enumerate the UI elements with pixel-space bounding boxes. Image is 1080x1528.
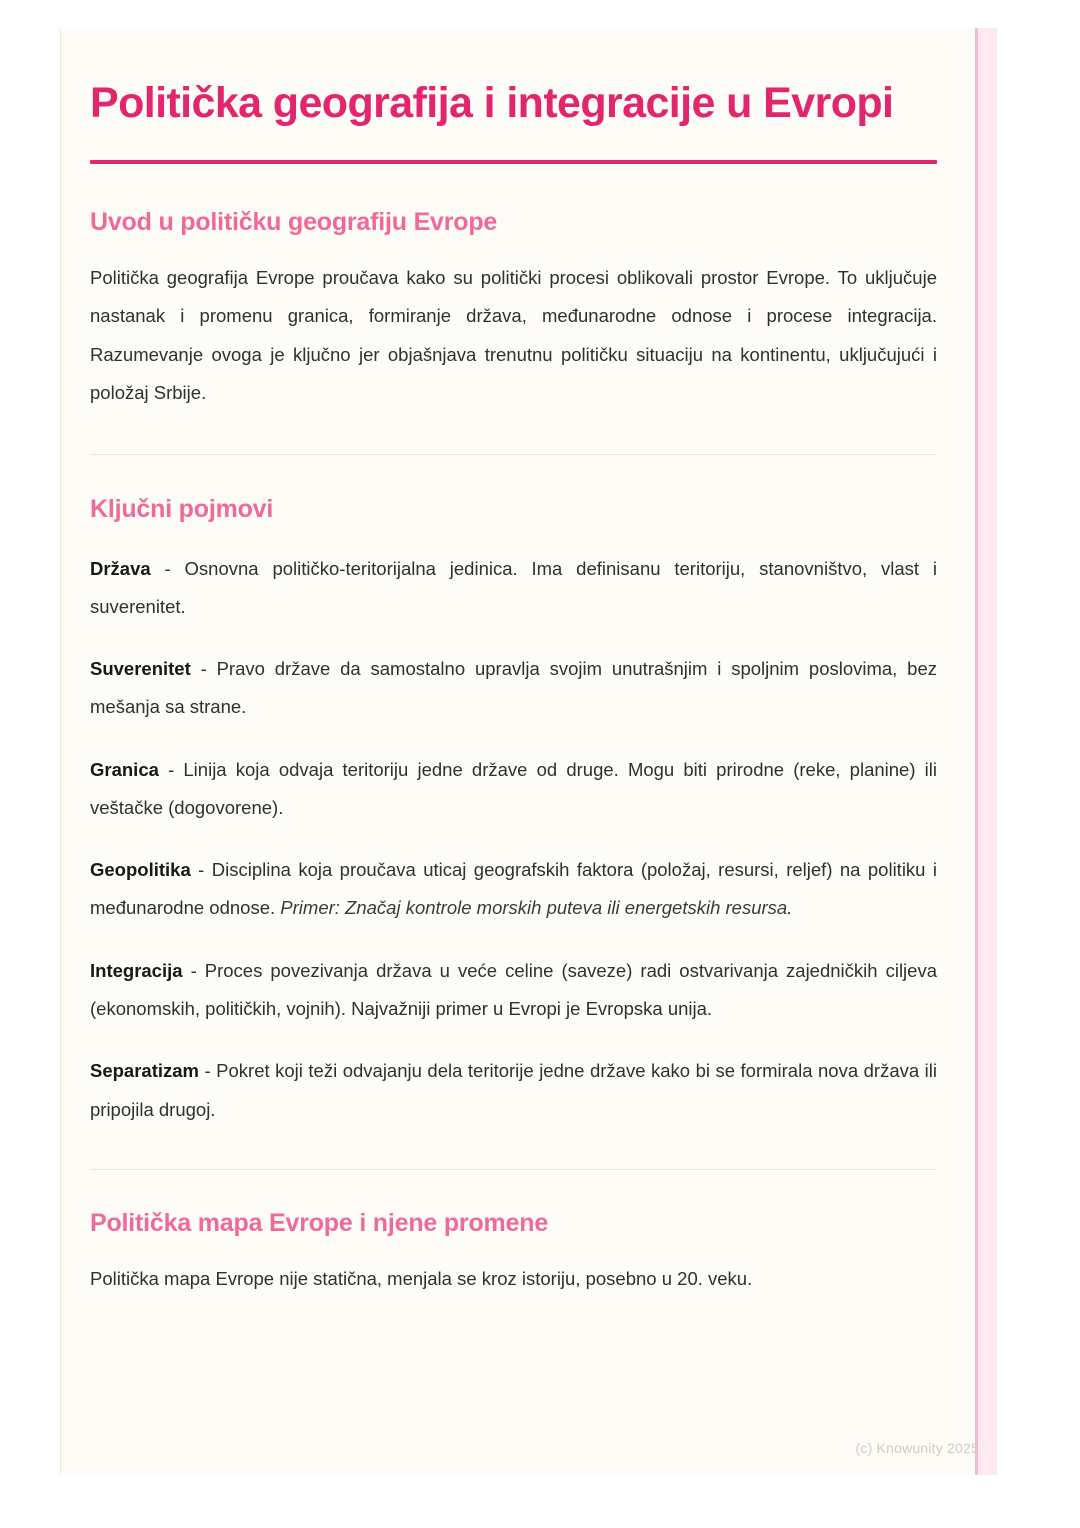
term-definition: Pravo države da samostalno upravlja svojim unutrašnjim i spoljnim poslovima, bez mešanja sa strane.: [90, 658, 937, 718]
term-dash: -: [150, 557, 185, 579]
term-entry: [90, 1028, 937, 1129]
term-name: Separatizam: [90, 1060, 199, 1082]
term-example: Primer: Značaj kontrole morskih puteva ili energetskih resursa.: [280, 897, 793, 919]
term-name: Geopolitika: [90, 859, 191, 881]
document-content: [90, 28, 937, 1298]
term-entry: [90, 526, 937, 627]
section-heading-intro: Uvod u političku geografiju Evrope: [90, 207, 498, 236]
section-divider-1: [90, 454, 937, 455]
term-definition: Proces povezivanja država u veće celine (saveze) radi ostvarivanja zajedničkih ciljeva (ekonomskih, političkih, vojnih). Najvažniji primer u Evropi je Evropska unija.: [90, 959, 937, 1020]
section-paragraph-intro: Politička geografija Evrope proučava kako su politički procesi oblikovali prostor Evrope. To uključuje nastanak i promenu granica, formiranje država, međunarodne odnose i procese integracija. Razumevanje ovoga je ključno jer objašnjava trenutnu političku situaciju na kontinentu, uključujući i položaj Srbije.: [90, 267, 937, 403]
margin-ruling-line: [60, 28, 61, 1475]
term-dash: -: [158, 758, 184, 780]
term-entry: [90, 827, 937, 928]
copyright-footer: (c) Knowunity 2025: [855, 1440, 979, 1456]
term-definition: Pokret koji teži odvajanju dela teritorije jedne države kako bi se formirala nova država ili pripojila drugoj.: [90, 1060, 937, 1120]
term-name: Integracija: [90, 959, 183, 981]
right-accent-band: [975, 28, 997, 1475]
term-dash: -: [199, 1060, 217, 1082]
term-entry: [90, 928, 937, 1029]
term-entry: [90, 626, 937, 727]
term-dash: -: [190, 859, 212, 881]
page-title: Politička geografija i integracije u Evropi: [90, 79, 894, 127]
title-underline-rule: [90, 160, 937, 164]
term-definition: Osnovna političko-teritorijalna jedinica. Ima definisanu teritoriju, stanovništvo, vlast i suverenitet.: [90, 557, 937, 617]
term-name: Suverenitet: [90, 658, 191, 680]
term-name: Država: [90, 557, 151, 579]
term-definition: Linija koja odvaja teritoriju jedne države od druge. Mogu biti prirodne (reke, planine) ili veštačke (dogovorene).: [90, 758, 937, 818]
term-entry: [90, 727, 937, 828]
term-name: Granica: [90, 758, 159, 780]
term-dash: -: [182, 959, 205, 981]
section-heading-terms: Ključni pojmovi: [90, 495, 274, 524]
section-heading-map: Politička mapa Evrope i njene promene: [90, 1208, 549, 1237]
section-divider-2: [90, 1169, 937, 1170]
document-page: [57, 28, 997, 1475]
term-dash: -: [190, 658, 217, 680]
term-definition: Disciplina koja proučava uticaj geografskih faktora (položaj, resursi, reljef) na politiku i međunarodne odnose.: [90, 859, 937, 919]
section-paragraph-map: Politička mapa Evrope nije statična, menjala se kroz istoriju, posebno u 20. veku.: [90, 1268, 753, 1290]
